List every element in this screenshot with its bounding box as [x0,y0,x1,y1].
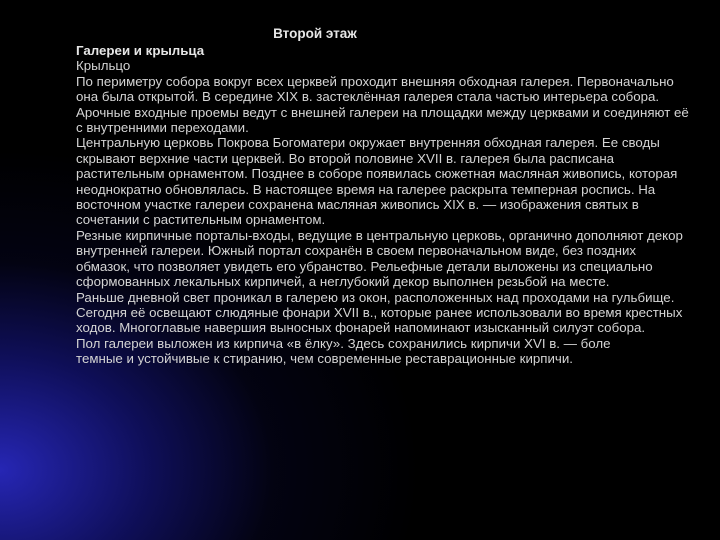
paragraph-inner-gallery: Центральную церковь Покрова Богоматери окружает внутренняя обходная галерея. Ее своды скрывают верхние части церквей. Во второй половине XVII в. галерея была расписана растительным орнаментом. Позднее в соборе появилась сюжетная масляная живопись, которая неоднократно обновлялась. В настоящее время на галерее раскрыта темперная роспись. На восточном участке галереи сохранена масляная живопись XIX в. — изображения святых в сочетании с растительным орнаментом. [76,135,678,228]
paragraph-floor-continued: темные и устойчивые к стиранию, чем современные реставрационные кирпичи. [76,351,573,367]
subheading: Крыльцо [76,58,131,74]
paragraph-portals: Резные кирпичные порталы-входы, ведущие в центральную церковь, органично дополняют декор внутренней галереи. Южный портал сохранён в своем первоначальном виде, без поздних обмазок, что позволяет увидеть его убранство. Рельефные детали выложены из специально сформованных лекальных кирпичей, а неглубокий декор выполнен резьбой на месте. [76,227,683,290]
section-heading: Галереи и крыльца [76,43,205,58]
slide-title: Второй этаж [273,26,357,41]
slide-body [76,43,692,367]
paragraph-outer-gallery: По периметру собора вокруг всех церквей проходит внешняя обходная галерея. Первоначально она была открытой. В середине XIX в. застеклённая галерея стала частью интерьера собора. Арочные входные проемы ведут с внешней галереи на площадки между церквами и соединяют её с внутренними переходами. [76,73,689,136]
paragraph-lighting: Раньше дневной свет проникал в галерею из окон, расположенных над проходами на гульбище. Сегодня её освещают слюдяные фонари XVII в., которые ранее использовали во время крестных ходов. Многоглавые навершия выносных фонарей напоминают изысканный силуэт собора. [76,289,683,336]
paragraph-floor: Пол галереи выложен из кирпича «в ёлку». Здесь сохранились кирпичи XVI в. — боле [76,335,611,351]
